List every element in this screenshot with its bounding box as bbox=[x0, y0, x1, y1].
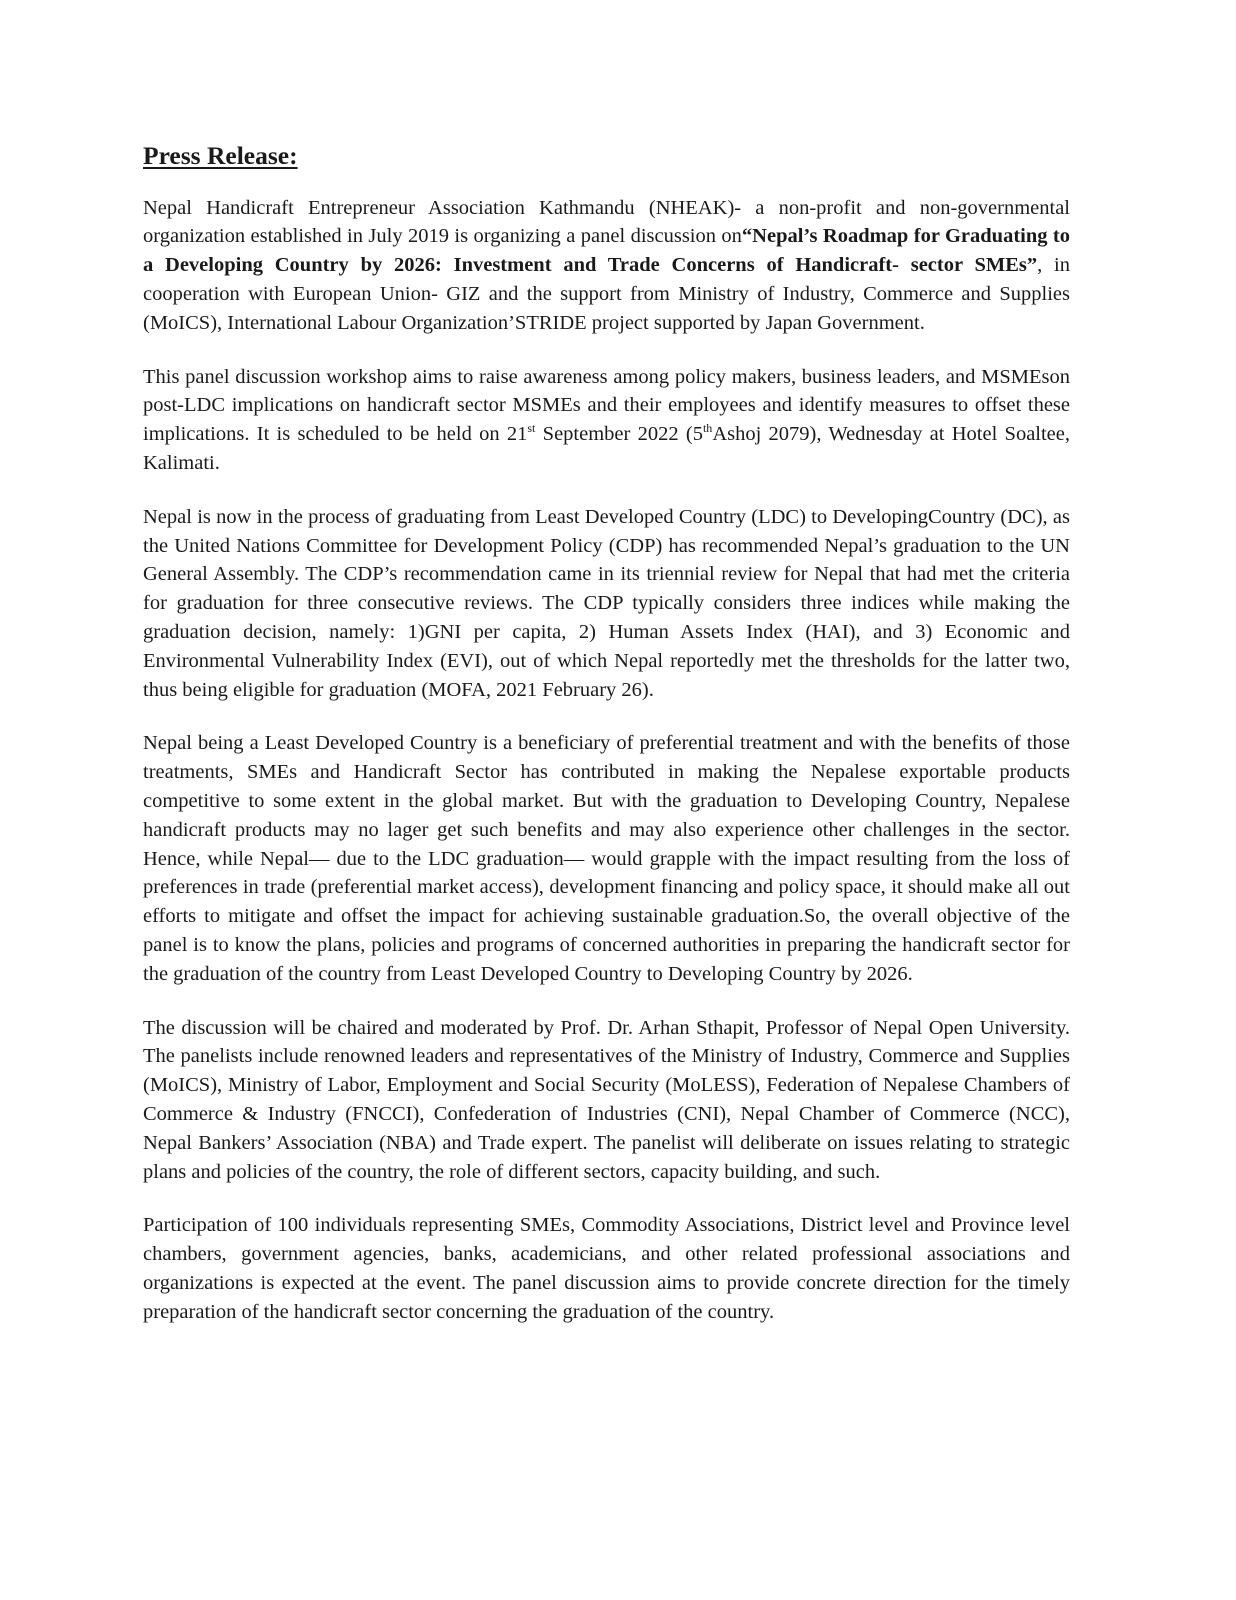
paragraph-objective: Nepal being a Least Developed Country is a beneficiary of preferential treatment and with the benefits of those treatments, SMEs and Handicraft Sector has contributed in making the Nepalese exportable products competitive to some extent in the global market. But with the graduation to Developing Country, Nepalese handicraft products may no lager get such benefits and may also experience other challenges in the sector. Hence, while Nepal— due to the LDC graduation— would grapple with the impact resulting from the loss of preferences in trade (preferential market access), development financing and policy space, it should make all out efforts to mitigate and offset the impact for achieving sustainable graduation.So, the overall objective of the panel is to know the plans, policies and programs of concerned authorities in preparing the handicraft sector for the graduation of the country from Least Developed Country to Developing Country by 2026. bbox=[143, 732, 1070, 985]
nepali-date-ordinal-suffix: th bbox=[702, 421, 713, 436]
aims-text: This panel discussion workshop aims to raise awareness among policy makers, business leaders, and MSMEson post-LDC implications on handicraft sector MSMEs and their employees and identify measures to offset these implications. It is scheduled to be held on 21 bbox=[143, 365, 1070, 446]
paragraph-participation: Participation of 100 individuals representing SMEs, Commodity Associations, District level and Province level chambers, government agencies, banks, academicians, and other related professional associations and organizations is expected at the event. The panel discussion aims to provide concrete direction for the timely preparation of the handicraft sector concerning the graduation of the country. bbox=[143, 1214, 1070, 1323]
venue-text: Ashoj 2079), Wednesday at Hotel Soaltee, Kalimati. bbox=[143, 423, 1071, 474]
paragraph-ldc-graduation: Nepal is now in the process of graduating from Least Developed Country (LDC) to DevelopingCountry (DC), as the United Nations Committee for Development Policy (CDP) has recommended Nepal’s graduation to the UN General Assembly. The CDP’s recommendation came in its triennial review for Nepal that had met the criteria for graduation for three consecutive reviews. The CDP typically considers three indices while making the graduation decision, namely: 1)GNI per capita, 2) Human Assets Index (HAI), and 3) Economic and Environmental Vulnerability Index (EVI), out of which Nepal reportedly met the thresholds for the latter two, thus being eligible for graduation (MOFA, 2021 February 26). bbox=[143, 505, 1070, 701]
paragraph-intro bbox=[143, 194, 1070, 338]
intro-partners-text: , in cooperation with European Union- GIZ and the support from Ministry of Industry, Commerce and Supplies (MoICS), International Labour Organization’STRIDE project supported by Japan Government. bbox=[143, 254, 1070, 334]
date-ordinal-suffix: st bbox=[527, 421, 536, 436]
intro-text: Nepal Handicraft Entrepreneur Association Kathmandu (NHEAK)- a non-profit and non-governmental organization established in July 2019 is organizing a panel discussion on bbox=[143, 196, 1070, 248]
date-text: September 2022 (5 bbox=[535, 423, 703, 446]
paragraph-panelists: The discussion will be chaired and moderated by Prof. Dr. Arhan Sthapit, Professor of Nepal Open University. The panelists include renowned leaders and representatives of the Ministry of Industry, Commerce and Supplies (MoICS), Ministry of Labor, Employment and Social Security (MoLESS), Federation of Nepalese Chambers of Commerce & Industry (FNCCI), Confederation of Industries (CNI), Nepal Chamber of Commerce (NCC), Nepal Bankers’ Association (NBA) and Trade expert. The panelist will deliberate on issues relating to strategic plans and policies of the country, the role of different sectors, capacity building, and such. bbox=[143, 1016, 1070, 1183]
paragraph-aims bbox=[143, 363, 1070, 478]
press-release-page bbox=[143, 141, 1070, 1351]
event-title: “Nepal’s Roadmap for Graduating to a Developing Country by 2026: Investment and Trade Concerns of Handicraft- sector SMEs” bbox=[143, 225, 1070, 277]
page-title: Press Release: bbox=[143, 141, 298, 170]
